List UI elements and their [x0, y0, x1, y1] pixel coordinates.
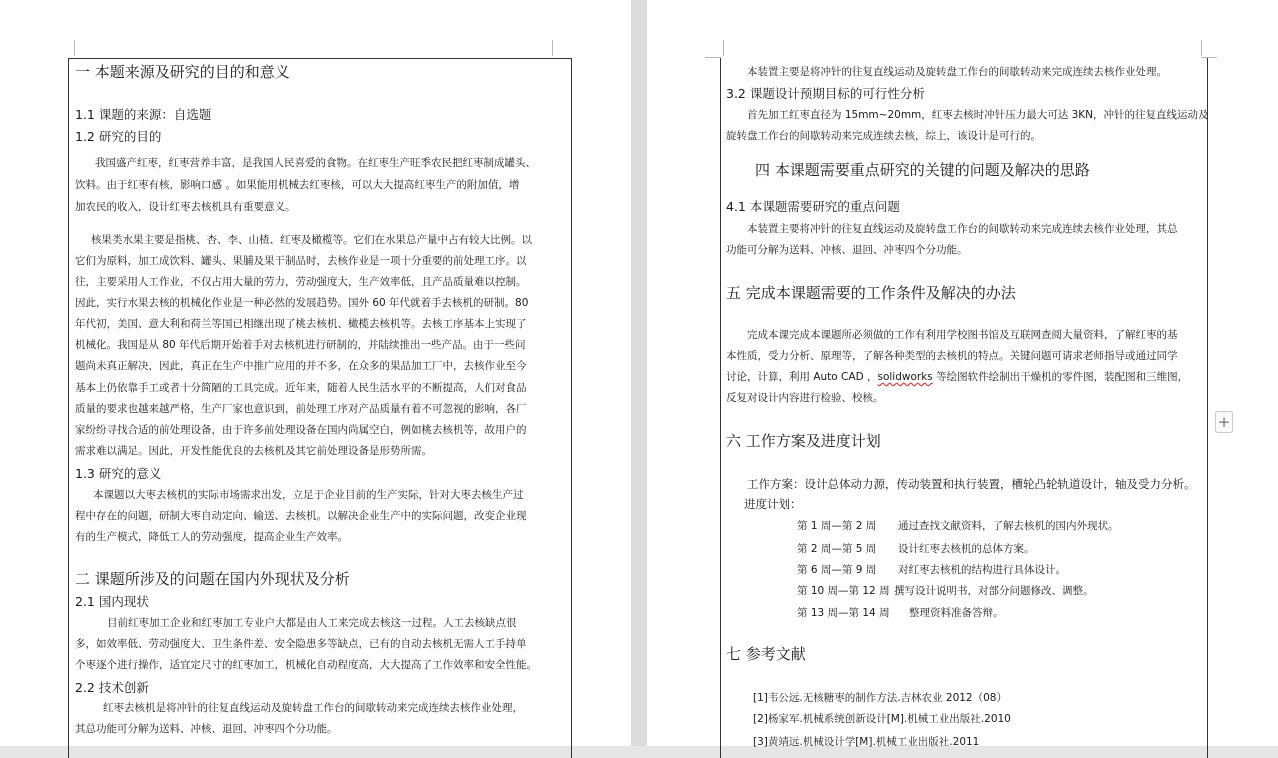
reference-item: [3]黄靖远.机械设计学[M].机械工业出版社.2011 — [753, 736, 980, 748]
schedule-task: 整理资料准备答辩。 — [909, 607, 1004, 619]
paragraph-line: 加农民的收入，设计红枣去核机具有重要意义。 — [75, 201, 296, 213]
work-plan-text: 设计总体动力源，传动装置和执行装置，槽轮凸轮轨道设计，轴及受力分析。 — [804, 477, 1196, 491]
paragraph-line: 其总功能可分解为送料、冲核、退回、冲枣四个分功能。 — [75, 723, 338, 735]
paragraph-line: 本装置主要将冲针的往复直线运动及旋转盘工作台的间歇转动来完成连续去核作业处理，其总 — [747, 223, 1178, 235]
schedule-task: 撰写设计说明书，对部分问题修改、调整。 — [894, 585, 1094, 597]
paragraph-line: 完成本课完成本课题所必须做的工作有利用学校图书馆及互联网查阅大量资料，了解红枣的基 — [747, 329, 1178, 341]
section-2-heading: 二 课题所涉及的问题在国内外现状及分析 — [75, 570, 350, 588]
paragraph-line: 程中存在的问题，研制大枣自动定向、输送、去核机。以解决企业生产中的实际问题，改变企业现 — [75, 510, 527, 522]
reference-item: [2]杨家军.机械系统创新设计[M].机械工业出版社.2010 — [753, 713, 1011, 725]
paragraph-line: 本性质，受力分析、原理等，了解各种类型的去核机的特点。关键问题可请求老师指导或通过同学 — [726, 350, 1178, 362]
paragraph-line: 饮料。由于红枣有核，影响口感 。如果能用机械去红枣核，可以大大提高红枣生产的附加值，增 — [75, 179, 520, 191]
schedule-task: 设计红枣去核机的总体方案。 — [898, 543, 1035, 555]
document-page-left — [0, 0, 631, 746]
paragraph-segment: 等绘图软件绘制出干燥机的零件图，装配图和三维图， — [932, 371, 1189, 383]
paragraph-segment: 讨论，计算，利用 Auto CAD ， — [726, 371, 878, 383]
subheading-2-1: 2.1 国内现状 — [75, 594, 149, 609]
subheading-2-2: 2.2 技术创新 — [75, 680, 149, 695]
paragraph-line: 因此，实行水果去核的机械化作业是一种必然的发展趋势。国外 60 年代就着手去核机的研制。80 — [75, 297, 529, 309]
paragraph-line: 机械化。我国是从 80 年代后期开始着手对去核机进行研制的，并陆续推出一些产品。由于一些问 — [75, 339, 526, 351]
paragraph-line: 目前红枣加工企业和红枣加工专业户大都是由人工来完成去核这一过程。人工去核缺点很 — [107, 617, 517, 629]
schedule-label: 进度计划： — [744, 497, 802, 511]
paragraph-line — [726, 369, 1188, 384]
paragraph-line: 往，主要采用人工作业，不仅占用大量的劳力，劳动强度大，生产效率低，且产品质量难以控制。 — [75, 276, 527, 288]
paragraph-line: 质量的要求也越来越严格，生产厂家也意识到，前处理工序对产品质量有着不可忽视的影响，各厂 — [75, 403, 527, 415]
paragraph-line: 基本上仍依靠手工或者十分简陋的工具完成。近年来，随着人民生活水平的不断提高，人们对食品 — [75, 382, 527, 394]
subheading-1-2: 1.2 研究的目的 — [75, 129, 162, 144]
subheading-4-1: 4.1 本课题需要研究的重点问题 — [726, 199, 900, 214]
paragraph-line: 反复对设计内容进行检验、校核。 — [726, 392, 884, 404]
paragraph-line: 本装置主要是将冲针的往复直线运动及旋转盘工作台的间歇转动来完成连续去核作业处理。 — [747, 66, 1167, 78]
subheading-3-2: 3.2 课题设计预期目标的可行性分析 — [726, 86, 925, 101]
schedule-weeks: 第 2 周—第 5 周 — [797, 543, 877, 555]
paragraph-line: 它们为原料，加工成饮料、罐头、果脯及果干制品时，去核作业是一项十分重要的前处理工序。以 — [75, 255, 527, 267]
paragraph-line: 红枣去核机是将冲针的往复直线运动及旋转盘工作台的间歇转动来完成连续去核作业处理， — [103, 702, 523, 714]
paragraph-line: 年代初，美国、意大利和荷兰等国已相继出现了桃去核机、橄榄去核机等。去核工序基本上实现了 — [75, 318, 527, 330]
schedule-weeks: 第 13 周—第 14 周 — [797, 607, 890, 619]
subheading-1-1: 1.1 课题的来源：自选题 — [75, 107, 212, 122]
section-5-heading: 五 完成本课题需要的工作条件及解决的办法 — [726, 284, 1016, 302]
paragraph-line: 多，如效率低、劳动强度大、卫生条件差、安全隐患多等缺点，已有的自动去核机无需人工手持单 — [75, 638, 527, 650]
misspelled-word[interactable]: solidworks — [877, 371, 933, 383]
paragraph-line: 核果类水果主要是指桃、杏、李、山楂、红枣及橄榄等。它们在水果总产量中占有较大比例。以 — [91, 234, 532, 246]
section-6-heading: 六 工作方案及进度计划 — [726, 432, 881, 450]
schedule-weeks: 第 6 周—第 9 周 — [797, 564, 877, 576]
paragraph-line: 旋转盘工作台的间歇转动来完成连续去核，综上，该设计是可行的。 — [726, 130, 1041, 142]
schedule-weeks: 第 1 周—第 2 周 — [797, 520, 877, 532]
work-plan-line — [747, 476, 1196, 492]
paragraph-line: 个枣逐个进行操作，适宜定尺寸的红枣加工，机械化自动程度高，大大提高了工作效率和安全性能。 — [75, 659, 537, 671]
paragraph-line: 功能可分解为送料、冲核、退回、冲枣四个分功能。 — [726, 244, 968, 256]
paragraph-line: 题尚未真正解决，因此，真正在生产中推广应用的并不多，在众多的果品加工厂中，去核作业至今 — [75, 360, 527, 372]
section-7-heading: 七 参考文献 — [726, 645, 806, 663]
paragraph-line: 首先加工红枣直径为 15mm~20mm，红枣去核时冲针压力最大可达 3KN，冲针的往复直线运动及 — [747, 109, 1209, 121]
paragraph-line: 我国盛产红枣，红枣营养丰富，是我国人民喜爱的食物。在红枣生产旺季农民把红枣制成罐头、 — [95, 157, 536, 169]
schedule-task: 对红枣去核机的结构进行具体设计。 — [898, 564, 1066, 576]
schedule-weeks: 第 10 周—第 12 周 — [797, 585, 890, 597]
schedule-task: 通过查找文献资料，了解去核机的国内外现状。 — [898, 520, 1119, 532]
reference-item: [1]韦公远.无核糖枣的制作方法.吉林农业 2012（08） — [753, 692, 1007, 704]
add-content-button[interactable]: + — [1215, 411, 1233, 433]
paragraph-line: 需求难以满足。因此，开发性能优良的去核机及其它前处理设备是形势所需。 — [75, 445, 432, 457]
paragraph-line: 家纷纷寻找合适的前处理设备，由于许多前处理设备在国内尚属空白，例如桃去核机等，故用户的 — [75, 424, 527, 436]
work-plan-label: 工作方案： — [747, 477, 805, 491]
section-4-heading: 四 本课题需要重点研究的关键的问题及解决的思路 — [755, 161, 1090, 179]
page-gutter — [631, 0, 647, 746]
paragraph-line: 有的生产模式，降低工人的劳动强度，提高企业生产效率。 — [75, 531, 348, 543]
subheading-1-3: 1.3 研究的意义 — [75, 466, 162, 481]
section-1-heading: 一 本题来源及研究的目的和意义 — [75, 63, 290, 81]
paragraph-line: 本课题以大枣去核机的实际市场需求出发，立足于企业目前的生产实际，针对大枣去核生产过 — [93, 489, 524, 501]
document-page-right — [647, 0, 1278, 746]
